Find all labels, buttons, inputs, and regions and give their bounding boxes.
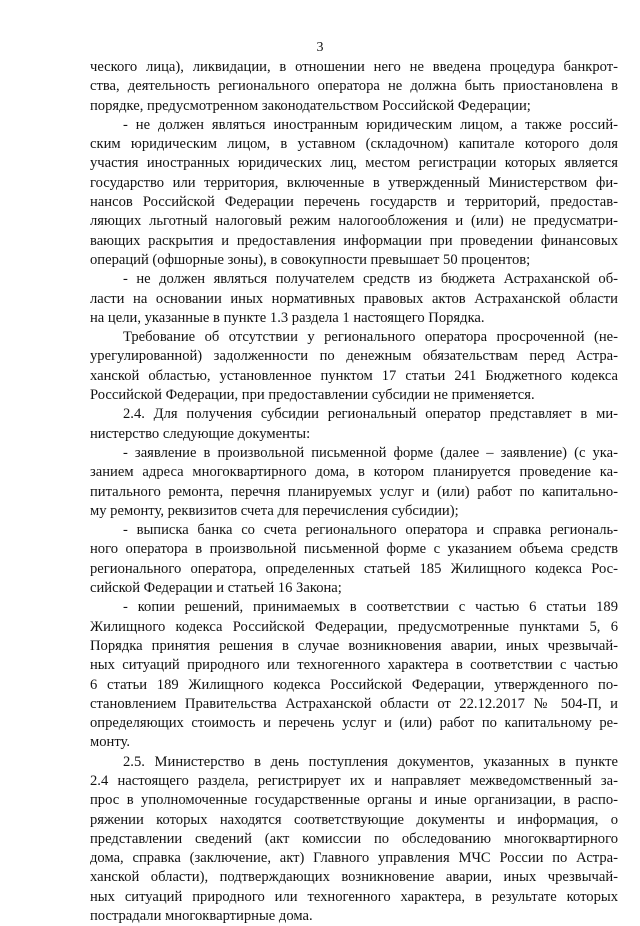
text-line: ским юридическим лицом, в уставном (складочном) капитале которого доля [90,136,618,153]
text-line: питального ремонта, перечня планируемых услуг и (или) работ по капитально- [90,483,618,500]
text-line: операций (офшорные зоны), в совокупности превышает 50 процентов; [90,251,531,268]
text-line: - заявление в произвольной письменной форме (далее – заявление) (с ука- [123,444,618,461]
text-line: - копии решений, принимаемых в соответствии с частью 6 статьи 189 [123,599,618,616]
text-line: Российской Федерации, при предоставлении субсидии не применяется. [90,387,535,404]
text-line: ных ситуаций природного или техногенного характера, в результате которых [90,888,618,905]
text-line: участия иностранных юридических лиц, местом регистрации которых является [90,155,618,172]
text-line: - выписка банка со счета регионального оператора и справка региональ- [123,522,618,539]
text-line: - не должен являться получателем средств из бюджета Астраханской об- [123,271,618,288]
text-line: Порядка принятия решения в случае возникновения аварии, иных чрезвычай- [90,637,618,654]
text-line: ханской области), подтверждающих возникновение аварии, иных чрезвычай- [90,869,618,886]
text-line: 2.4. Для получения субсидии региональный оператор представляет в ми- [123,406,618,423]
text-line: представлении сведений (акт комиссии по обследованию многоквартирного [90,830,618,847]
text-line: прос в уполномоченные государственные органы и иные организации, в распо- [90,792,618,809]
page-number: 3 [316,40,324,55]
text-line: порядке, предусмотренном законодательством Российской Федерации; [90,97,531,114]
text-line: нистерство следующие документы: [90,425,311,442]
text-line: 2.4 настоящего раздела, регистрирует их и направляет межведомственный за- [90,772,618,789]
text-line: ного оператора в произвольной письменной форме с указанием объема средств [90,541,618,558]
text-line: сийской Федерации и статьей 16 Закона; [90,580,342,597]
text-line: нансов Российской Федерации перечень государств и территорий, предостав- [90,194,618,211]
text-line: определяющих стоимость и перечень услуг и (или) работ по капитальному ре- [90,715,618,732]
text-line: ляющих льготный налоговый режим налогообложения и (или) не предусматри- [90,213,618,230]
text-line: Требование об отсутствии у регионального оператора просроченной (не- [123,329,618,346]
text-line: ряжении которых находятся соответствующие документы и информация, о [90,811,618,828]
text-line: - не должен являться иностранным юридическим лицом, а также россий- [123,116,618,133]
text-line: ства, деятельность регионального оператора не должна быть приостановлена в [90,78,618,95]
text-line: урегулированной) задолженности по денежным обязательствам перед Астра- [90,348,618,365]
text-line: 2.5. Министерство в день поступления документов, указанных в пункте [123,753,618,770]
text-line: ных ситуаций природного или техногенного характера в соответствии с частью [90,657,618,674]
text-line: монту. [90,734,131,751]
text-line: ханской областью, установленное пунктом 17 статьи 241 Бюджетного кодекса [90,367,618,384]
text-line: Жилищного кодекса Российской Федерации, предусмотренные пунктами 5, 6 [90,618,618,635]
text-line: становлением Правительства Астраханской области от 22.12.2017 № 504-П, и [90,695,618,712]
text-line: ческого лица), ликвидации, в отношении него не введена процедура банкрот- [90,59,618,75]
text-line: му ремонту, реквизитов счета для перечисления субсидии); [90,502,459,519]
text-line: 6 статьи 189 Жилищного кодекса Российской Федерации, утвержденного по- [90,676,618,693]
text-line: пострадали многоквартирные дома. [90,908,313,925]
text-line: регионального оператора, определенных статьей 185 Жилищного кодекса Рос- [90,560,618,577]
text-line: занием адреса многоквартирного дома, в котором планируется проведение ка- [90,464,618,481]
document-body [90,58,618,926]
text-line: дома, справка (заключение, акт) Главного управления МЧС России по Астра- [90,850,618,867]
text-line: государство или территория, включенные в утвержденный Министерством фи- [90,174,618,191]
text-line: вающих раскрытия и предоставления информации при проведении финансовых [90,232,618,249]
text-line: ласти на основании иных нормативных правовых актов Астраханской области [90,290,618,307]
text-line: на цели, указанные в пункте 1.3 раздела 1 настоящего Порядка. [90,309,485,326]
